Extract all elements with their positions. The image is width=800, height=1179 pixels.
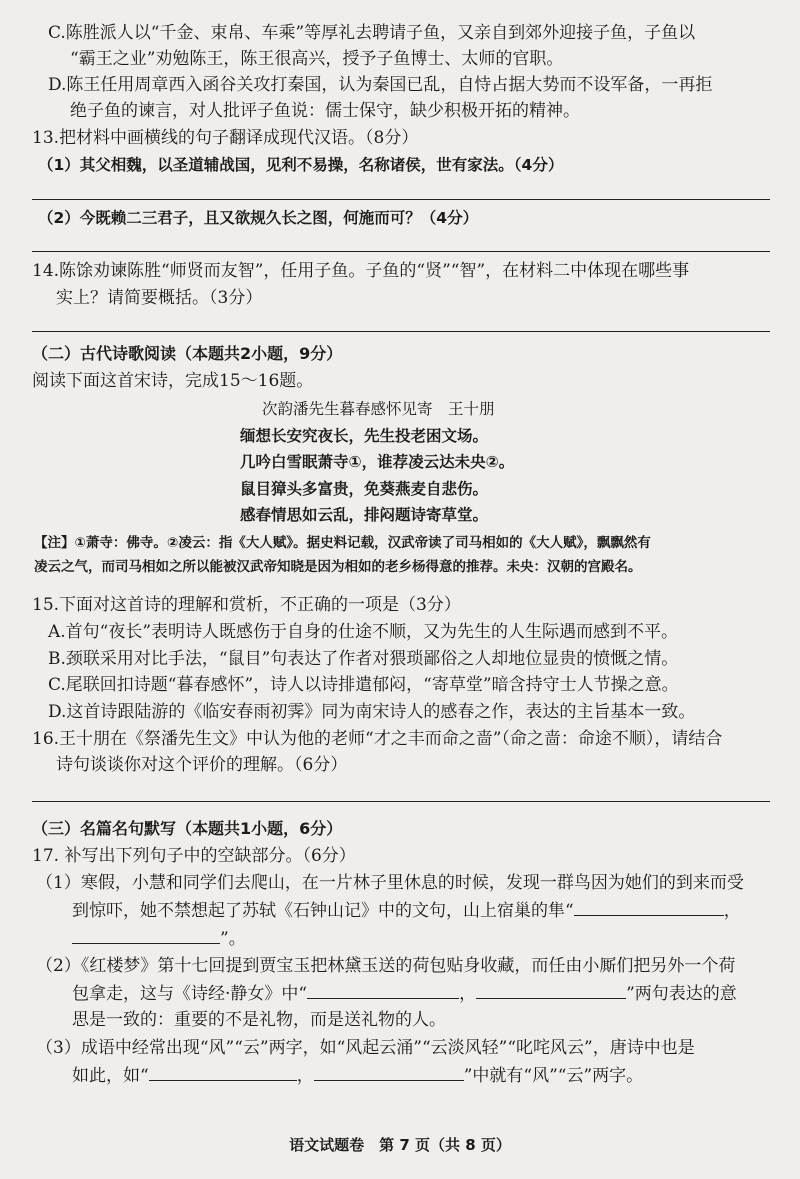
fill-in-blank[interactable] <box>574 899 724 916</box>
q13-sentence-2: （2）今既赖二三君子，且又欲规久长之图，何施而可？（4分） <box>38 209 479 227</box>
answer-line <box>32 251 770 252</box>
q16-line1: 16.王十朋在《祭潘先生文》中认为他的老师“才之丰而命之啬”（命之啬：命途不顺），请结合 <box>32 729 723 749</box>
q17-stem: 17. 补写出下列句子中的空缺部分。（6分） <box>32 846 356 866</box>
q15-stem: 15.下面对这首诗的理解和赏析，不正确的一项是（3分） <box>32 595 461 615</box>
answer-line <box>32 199 770 200</box>
q12-option-d-line1: D.陈王任用周章西入函谷关攻打秦国，认为秦国已乱，自恃占据大势而不设军备，一再拒 <box>48 75 713 95</box>
fill-in-blank[interactable] <box>72 927 220 944</box>
q17-part1-line2 <box>72 899 741 922</box>
answer-line <box>32 801 770 802</box>
q17-part1-line3 <box>72 927 246 950</box>
q12-option-d-line2: 绝子鱼的谏言，对人批评子鱼说：儒士保守，缺少积极开拓的精神。 <box>70 101 580 121</box>
poem-line-4: 感春情思如云乱，排闷题诗寄草堂。 <box>240 506 489 524</box>
poem-title: 次韵潘先生暮春感怀见寄 王十朋 <box>262 400 495 418</box>
fill-in-blank[interactable] <box>314 1064 464 1081</box>
q17-part1-text-b: ， <box>723 901 741 921</box>
poem-note-line2: 凌云之气，而司马相如之所以能被汉武帝知晓是因为相如的老乡杨得意的推荐。未央：汉朝的宫殿名。 <box>34 559 642 575</box>
q15-option-a: A.首句“夜长”表明诗人既感伤于自身的仕途不顺，又为先生的人生际遇而感到不平。 <box>48 622 679 642</box>
q17-part2-text-a: 包拿走，这与《诗经·静女》中“ <box>72 984 308 1004</box>
q17-part3-line2 <box>72 1064 643 1087</box>
q13-sentence-1: （1）其父相魏，以圣道辅战国，见利不易操，名称诸侯，世有家法。（4分） <box>38 156 564 174</box>
fill-in-blank[interactable] <box>476 982 626 999</box>
fill-in-blank[interactable] <box>149 1064 297 1081</box>
q17-part1-text-c: ”。 <box>220 929 246 949</box>
fill-in-blank[interactable] <box>307 982 459 999</box>
q15-option-c: C.尾联回扣诗题“暮春感怀”，诗人以诗排遣郁闷，“寄草堂”暗含持守士人节操之意。 <box>48 675 679 695</box>
q14-line1: 14.陈馀劝谏陈胜“师贤而友智”，任用子鱼。子鱼的“贤”“智”，在材料二中体现在哪些事 <box>32 261 690 281</box>
section2-intro: 阅读下面这首宋诗，完成15～16题。 <box>32 371 314 391</box>
poem-line-2: 几吟白雪眠萧寺①，谁荐凌云达未央②。 <box>240 453 515 471</box>
q17-part2-text-b: ， <box>459 984 477 1004</box>
q13-stem: 13.把材料中画横线的句子翻译成现代汉语。（8分） <box>32 128 419 148</box>
answer-line <box>32 331 770 332</box>
q17-part3-text-c: ”中就有“风”“云”两字。 <box>463 1066 644 1086</box>
q15-option-b: B.颈联采用对比手法，“鼠目”句表达了作者对猥琐鄙俗之人却地位显贵的愤慨之情。 <box>48 649 679 669</box>
q15-option-d: D.这首诗跟陆游的《临安春雨初霁》同为南宋诗人的感春之作，表达的主旨基本一致。 <box>48 702 696 722</box>
q17-part2-line1: （2）《红楼梦》第十七回提到贾宝玉把林黛玉送的荷包贴身收藏，而任由小厮们把另外一个荷 <box>36 956 736 976</box>
q17-part2-line2 <box>72 982 737 1005</box>
q17-part3-line1: （3）成语中经常出现“风”“云”两字，如“风起云涌”“云淡风轻”“叱咤风云”，唐诗中也是 <box>36 1038 695 1058</box>
section2-heading: （二）古代诗歌阅读（本题共2小题，9分） <box>32 344 343 363</box>
q12-option-c-line1: C.陈胜派人以“千金、束帛、车乘”等厚礼去聘请子鱼，又亲自到郊外迎接子鱼，子鱼以 <box>48 23 696 43</box>
page-footer: 语文试题卷 第 7 页（共 8 页） <box>289 1136 511 1154</box>
q17-part3-text-b: ， <box>296 1066 314 1086</box>
q12-option-c-line2: “霸王之业”劝勉陈王，陈王很高兴，授予子鱼博士、太师的官职。 <box>70 49 564 69</box>
section3-heading: （三）名篇名句默写（本题共1小题，6分） <box>32 819 343 838</box>
q17-part1-line1: （1）寒假，小慧和同学们去爬山，在一片林子里休息的时候，发现一群鸟因为她们的到来而受 <box>36 873 744 893</box>
poem-line-3: 鼠目獐头多富贵，免葵燕麦自悲伤。 <box>240 480 489 498</box>
q17-part1-text-a: 到惊吓，她不禁想起了苏轼《石钟山记》中的文句，山上宿巢的隼“ <box>72 901 574 921</box>
q14-line2: 实上？请简要概括。（3分） <box>56 288 263 308</box>
q17-part2-line3: 思是一致的：重要的不是礼物，而是送礼物的人。 <box>72 1010 446 1030</box>
poem-note-line1: 【注】①萧寺：佛寺。②凌云：指《大人赋》。据史料记载，汉武帝读了司马相如的《大人赋》，飘飘然有 <box>34 535 651 551</box>
q16-line2: 诗句谈谈你对这个评价的理解。（6分） <box>56 755 348 775</box>
q17-part2-text-c: ”两句表达的意 <box>626 984 737 1004</box>
q17-part3-text-a: 如此，如“ <box>72 1066 149 1086</box>
poem-line-1: 缅想长安究夜长，先生投老困文场。 <box>240 427 489 445</box>
